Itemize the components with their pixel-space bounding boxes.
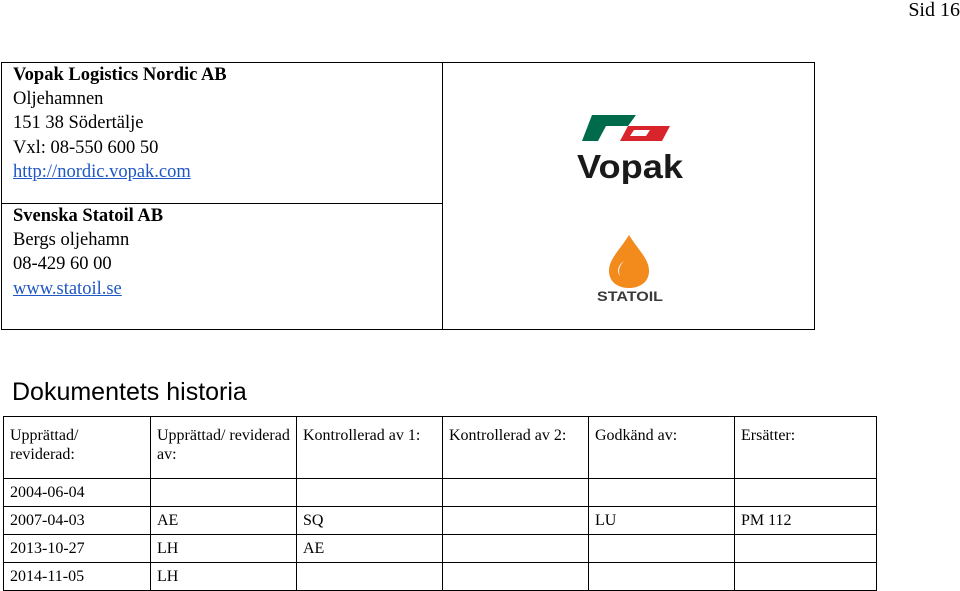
table-cell bbox=[151, 479, 297, 507]
column-header: Upprättad/ reviderad: bbox=[4, 417, 151, 479]
statoil-drop-icon bbox=[609, 235, 649, 288]
table-cell: AE bbox=[297, 535, 443, 563]
page-number: Sid 16 bbox=[908, 0, 960, 21]
table-cell: 2007-04-03 bbox=[4, 507, 151, 535]
table-cell bbox=[297, 563, 443, 591]
table-cell: LU bbox=[589, 507, 735, 535]
column-header: Ersätter: bbox=[735, 417, 877, 479]
vopak-logo-text: Vopak bbox=[577, 148, 684, 184]
table-cell bbox=[589, 535, 735, 563]
table-cell bbox=[735, 479, 877, 507]
table-cell: SQ bbox=[297, 507, 443, 535]
table-cell bbox=[735, 535, 877, 563]
history-table bbox=[3, 416, 877, 591]
company-vopak bbox=[13, 63, 227, 184]
column-header: Kontrollerad av 2: bbox=[443, 417, 589, 479]
table-cell bbox=[735, 563, 877, 591]
table-row bbox=[4, 535, 877, 563]
table-header-row bbox=[4, 417, 877, 479]
contact-addresses bbox=[2, 63, 443, 329]
phone-line: 08-429 60 00 bbox=[13, 254, 112, 275]
column-header: Godkänd av: bbox=[589, 417, 735, 479]
company-name: Vopak Logistics Nordic AB bbox=[13, 65, 227, 85]
history-title: Dokumentets historia bbox=[12, 378, 247, 406]
table-cell: PM 112 bbox=[735, 507, 877, 535]
address-line: Bergs oljehamn bbox=[13, 230, 130, 251]
table-cell bbox=[443, 479, 589, 507]
table-cell: 2013-10-27 bbox=[4, 535, 151, 563]
address-line: 151 38 Södertälje bbox=[13, 113, 144, 134]
table-cell bbox=[443, 563, 589, 591]
logo-panel bbox=[443, 63, 814, 329]
table-cell: AE bbox=[151, 507, 297, 535]
address-line: Oljehamnen bbox=[13, 89, 104, 110]
table-row bbox=[4, 479, 877, 507]
table-cell: 2004-06-04 bbox=[4, 479, 151, 507]
table-cell: LH bbox=[151, 563, 297, 591]
statoil-logo bbox=[595, 233, 665, 303]
table-cell bbox=[297, 479, 443, 507]
vopak-website-link[interactable]: http://nordic.vopak.com bbox=[13, 161, 191, 182]
phone-line: Vxl: 08-550 600 50 bbox=[13, 137, 159, 158]
table-cell: LH bbox=[151, 535, 297, 563]
table-cell: 2014-11-05 bbox=[4, 563, 151, 591]
table-cell bbox=[589, 563, 735, 591]
column-header: Kontrollerad av 1: bbox=[297, 417, 443, 479]
company-name: Svenska Statoil AB bbox=[13, 206, 164, 226]
table-row bbox=[4, 507, 877, 535]
table-row bbox=[4, 563, 877, 591]
table-cell bbox=[589, 479, 735, 507]
statoil-website-link[interactable]: www.statoil.se bbox=[13, 278, 122, 299]
company-statoil bbox=[13, 204, 163, 301]
table-cell bbox=[443, 507, 589, 535]
statoil-logo-text: STATOIL bbox=[597, 288, 664, 303]
table-cell bbox=[443, 535, 589, 563]
contact-info-box bbox=[1, 62, 815, 330]
vopak-logo bbox=[576, 112, 686, 184]
column-header: Upprättad/ reviderad av: bbox=[151, 417, 297, 479]
